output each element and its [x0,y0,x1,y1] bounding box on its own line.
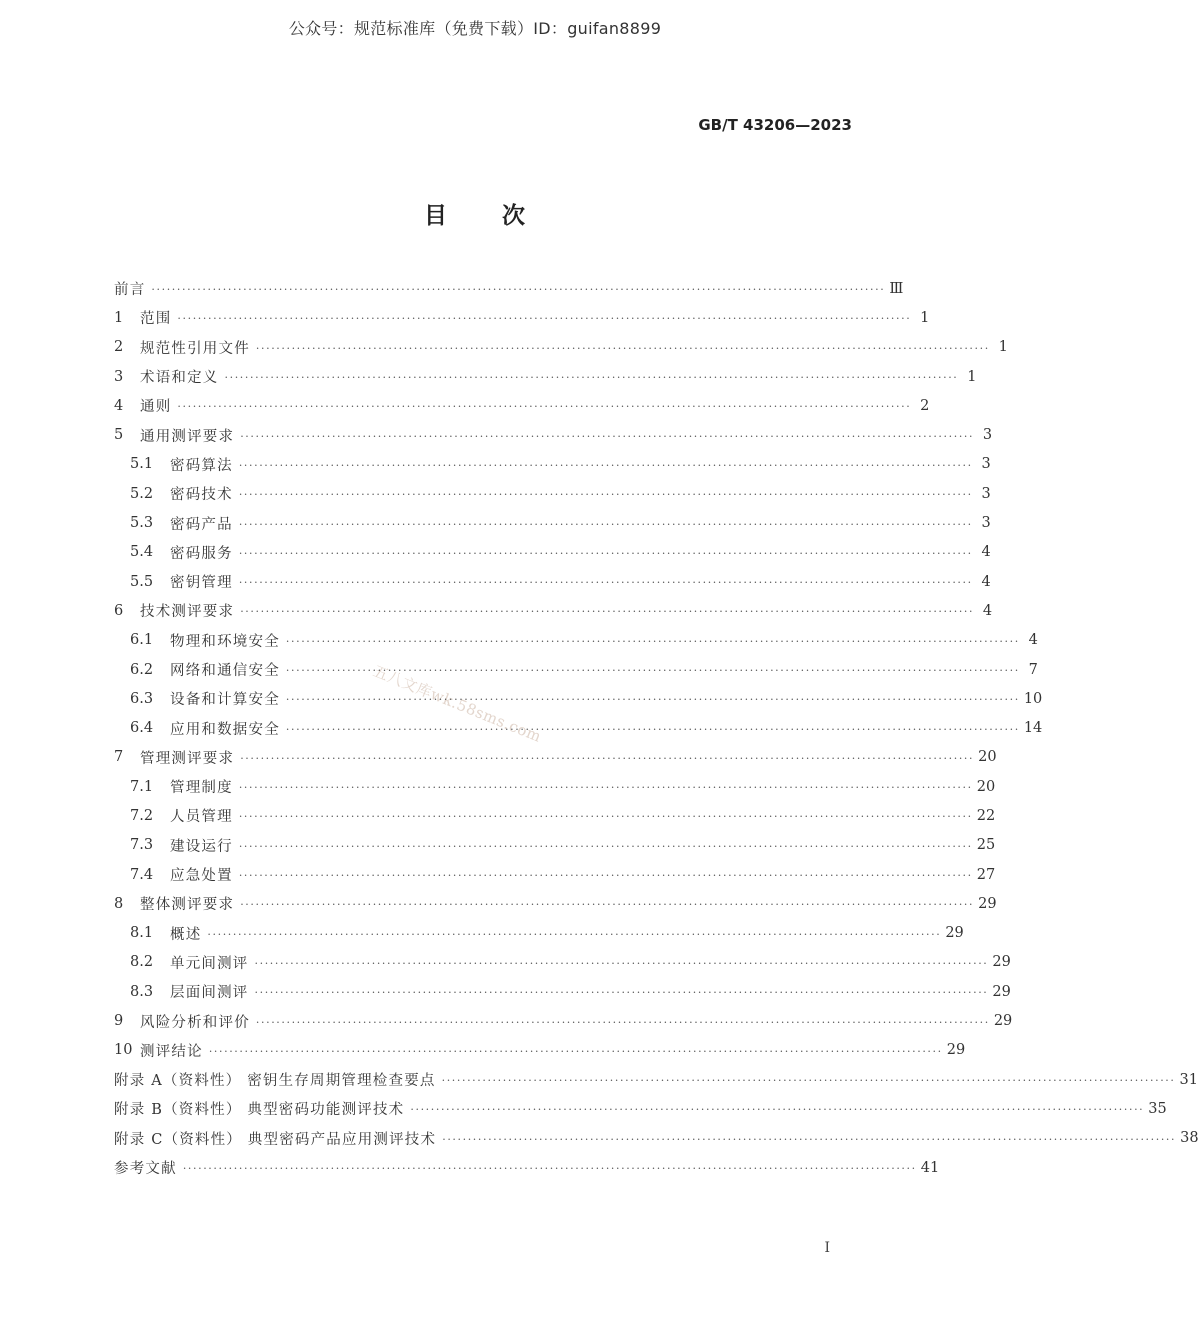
toc-entry-number: 9 [114,1013,124,1030]
toc-title-left: 目 [424,203,448,229]
toc-entry-number: 3 [114,368,124,385]
toc-entry-number: 5.3 [130,515,154,532]
toc-entry-page: Ⅲ [889,280,904,297]
toc-entry[interactable] [114,274,904,303]
toc-entry[interactable] [114,450,991,479]
toc-entry-number: 1 [114,309,124,326]
toc-entry-label: 网络和通信安全 [170,663,280,679]
toc-entry-page: 29 [992,983,1011,1000]
toc-entry-number: 8.2 [130,954,154,971]
toc-entry-page: 29 [978,895,997,912]
toc-entry-number: 7.3 [130,837,154,854]
toc-leader-dots: ················································································································································ [224,371,959,385]
toc-leader-dots: ················································································································································ [285,722,1020,736]
toc-entry-label: 参考文献 [114,1161,177,1178]
toc-entry-page: 14 [1023,720,1043,737]
toc-entry-label: 密码技术 [170,487,233,504]
toc-entry[interactable] [114,1153,940,1182]
toc-entry-label: 建设运行 [170,838,233,855]
toc-entry-label: 人员管理 [170,809,233,826]
toc-leader-dots: ················································································································································ [285,693,1020,707]
toc-leader-dots: ················································································································································ [441,1074,1176,1088]
toc-entry-page: 7 [1028,661,1038,678]
toc-entry[interactable] [114,1036,966,1065]
toc-entry[interactable] [114,831,996,860]
toc-entry-label: 管理制度 [170,780,233,797]
toc-leader-dots: ················································································································································ [182,1162,917,1176]
toc-leader-dots: ················································································································································ [207,927,942,941]
toc-entry-label: 前言 [114,282,146,299]
toc-entry-page: 4 [982,602,993,619]
toc-leader-dots: ················································································································································ [238,781,973,795]
toc-entry-page: 31 [1179,1071,1198,1088]
toc-entry-label: 技术测评要求 [140,604,235,621]
toc-leader-dots: ················································································································································ [238,458,973,472]
toc-entry-page: 41 [920,1159,940,1176]
toc-entry-number: 8 [114,895,124,912]
table-of-contents [114,274,1199,1182]
toc-leader-dots: ················································································································································ [238,869,973,883]
toc-leader-dots: ················································································································································ [177,400,912,414]
standard-code: GB/T 43206—2023 [698,116,852,134]
toc-entry-page: 3 [981,456,991,473]
toc-entry[interactable] [114,567,991,596]
toc-entry-label: 通用测评要求 [140,428,235,445]
toc-entry-page: 4 [981,544,991,561]
toc-entry[interactable] [114,391,930,420]
toc-entry-label: 密码算法 [170,457,233,474]
toc-entry-label: 层面间测评 [170,985,249,1002]
toc-entry-label: 范围 [140,311,172,328]
toc-entry-number: 2 [114,339,124,356]
toc-entry-label: 附录 B（资料性） 典型密码功能测评技术 [114,1102,405,1119]
toc-leader-dots: ················································································································································ [442,1132,1177,1146]
toc-entry-page: 25 [976,837,996,854]
toc-title-right: 次 [502,203,526,229]
toc-entry-number: 6 [114,602,124,619]
toc-entry-page: 10 [1023,690,1043,707]
toc-leader-dots: ················································································································································ [238,576,973,590]
toc-entry-number: 7.4 [130,866,154,883]
toc-entry-page: 20 [978,749,997,766]
toc-entry-page: 22 [976,807,996,824]
toc-entry-label: 密钥管理 [170,575,233,592]
toc-leader-dots: ················································································································································ [238,810,973,824]
toc-entry-number: 6.2 [130,661,154,678]
toc-entry-page: 35 [1148,1100,1167,1117]
toc-entry-page: 4 [981,573,991,590]
toc-entry-label: 单元间测评 [170,955,249,972]
toc-entry-label: 附录 A（资料性） 密钥生存周期管理检查要点 [114,1073,436,1090]
toc-leader-dots: ················································································································································ [238,546,973,560]
toc-entry-number: 5.2 [130,485,154,502]
toc-leader-dots: ················································································································································ [285,664,1020,677]
toc-entry[interactable] [114,1094,1167,1123]
toc-entry-page: 3 [982,427,993,444]
toc-entry[interactable] [114,743,997,772]
toc-entry-page: 29 [992,954,1011,971]
toc-entry-label: 附录 C（资料性） 典型密码产品应用测评技术 [114,1131,437,1148]
toc-title [0,197,950,230]
toc-entry-label: 风险分析和评价 [140,1014,250,1031]
toc-entry[interactable] [114,948,1011,977]
toc-leader-dots: ················································································································································ [240,429,975,443]
toc-entry-number: 8.1 [130,925,154,942]
toc-entry[interactable] [114,479,991,508]
toc-entry-page: 29 [946,1042,966,1059]
toc-leader-dots: ················································································································································ [151,283,886,297]
toc-entry-number: 5.4 [130,544,154,561]
toc-entry[interactable] [114,596,993,625]
toc-entry[interactable] [114,919,964,948]
toc-entry-number: 5 [114,427,124,444]
toc-entry-page: 38 [1180,1130,1199,1147]
toc-entry[interactable] [114,303,930,332]
toc-entry-page: 29 [945,925,964,942]
toc-entry-page: 1 [920,309,930,326]
toc-entry-number: 5.1 [130,456,154,473]
toc-entry-page: 2 [920,397,930,414]
toc-entry-number: 4 [114,397,124,414]
toc-entry-number: 7 [114,749,124,766]
toc-entry-label: 通则 [140,399,172,416]
toc-entry-page: 1 [998,339,1008,356]
toc-entry-page: 3 [981,515,991,532]
toc-leader-dots: ················································································································································ [238,517,973,531]
toc-leader-dots: ················································································································································ [238,839,973,853]
toc-entry-label: 测评结论 [140,1043,203,1060]
toc-entry-number: 8.3 [130,983,154,1000]
page-number: I [824,1240,830,1256]
toc-leader-dots: ················································································································································ [285,634,1020,648]
toc-entry[interactable] [114,1124,1199,1153]
toc-entry[interactable] [114,655,1038,684]
toc-entry-label: 应急处置 [170,868,233,885]
toc-leader-dots: ················································································································································ [255,1015,990,1029]
toc-leader-dots: ················································································································································ [240,898,975,912]
toc-entry-label: 规范性引用文件 [140,340,250,357]
toc-entry[interactable] [114,860,996,889]
toc-entry[interactable] [114,333,1008,362]
toc-entry-label: 密码产品 [170,516,233,533]
toc-leader-dots: ················································································································································ [254,986,989,1000]
toc-entry-page: 27 [976,866,996,883]
toc-entry-label: 管理测评要求 [140,750,235,767]
toc-leader-dots: ················································································································································ [240,605,975,619]
toc-entry[interactable] [114,1065,1198,1094]
toc-entry[interactable] [114,772,996,801]
toc-leader-dots: ················································································································································ [255,341,990,355]
toc-leader-dots: ················································································································································ [238,488,973,502]
toc-entry[interactable] [114,1006,1013,1035]
toc-entry-label: 术语和定义 [140,370,219,387]
toc-entry-label: 概述 [170,926,202,943]
toc-entry-page: 20 [976,778,996,795]
toc-leader-dots: ················································································································································ [208,1044,943,1058]
toc-entry-page: 4 [1028,632,1038,649]
toc-entry-number: 7.2 [130,807,154,824]
toc-entry-number: 10 [114,1042,133,1059]
toc-entry[interactable] [114,626,1038,655]
toc-entry[interactable] [114,889,997,918]
header-banner: 公众号：规范标准库（免费下载）ID：guifan8899 [288,19,662,38]
toc-entry-label: 设备和计算安全 [170,692,280,709]
toc-entry-number: 7.1 [130,778,154,795]
toc-entry[interactable] [114,713,1043,742]
toc-entry[interactable] [114,508,991,537]
toc-entry-label: 物理和环境安全 [170,633,280,650]
toc-entry-page: 3 [981,485,991,502]
toc-entry-label: 应用和数据安全 [170,721,280,738]
toc-entry[interactable] [114,362,977,391]
toc-entry-number: 5.5 [130,573,154,590]
toc-entry[interactable] [114,684,1043,713]
toc-leader-dots: ················································································································································ [254,956,989,970]
toc-entry[interactable] [114,801,996,830]
toc-entry-label: 密码服务 [170,545,233,562]
toc-entry-number: 6.1 [130,632,154,649]
toc-entry[interactable] [114,977,1011,1006]
toc-leader-dots: ················································································································································ [177,312,912,326]
toc-leader-dots: ················································································································································ [240,751,975,765]
toc-entry-label: 整体测评要求 [140,897,235,914]
toc-leader-dots: ················································································································································ [410,1103,1145,1117]
toc-entry[interactable] [114,538,991,567]
watermark: 五八文库wk.58sms.com [370,661,544,746]
toc-entry-number: 6.3 [130,690,154,707]
toc-entry-number: 6.4 [130,720,154,737]
toc-entry[interactable] [114,420,993,449]
toc-entry-page: 1 [967,368,977,385]
toc-entry-page: 29 [993,1013,1013,1030]
